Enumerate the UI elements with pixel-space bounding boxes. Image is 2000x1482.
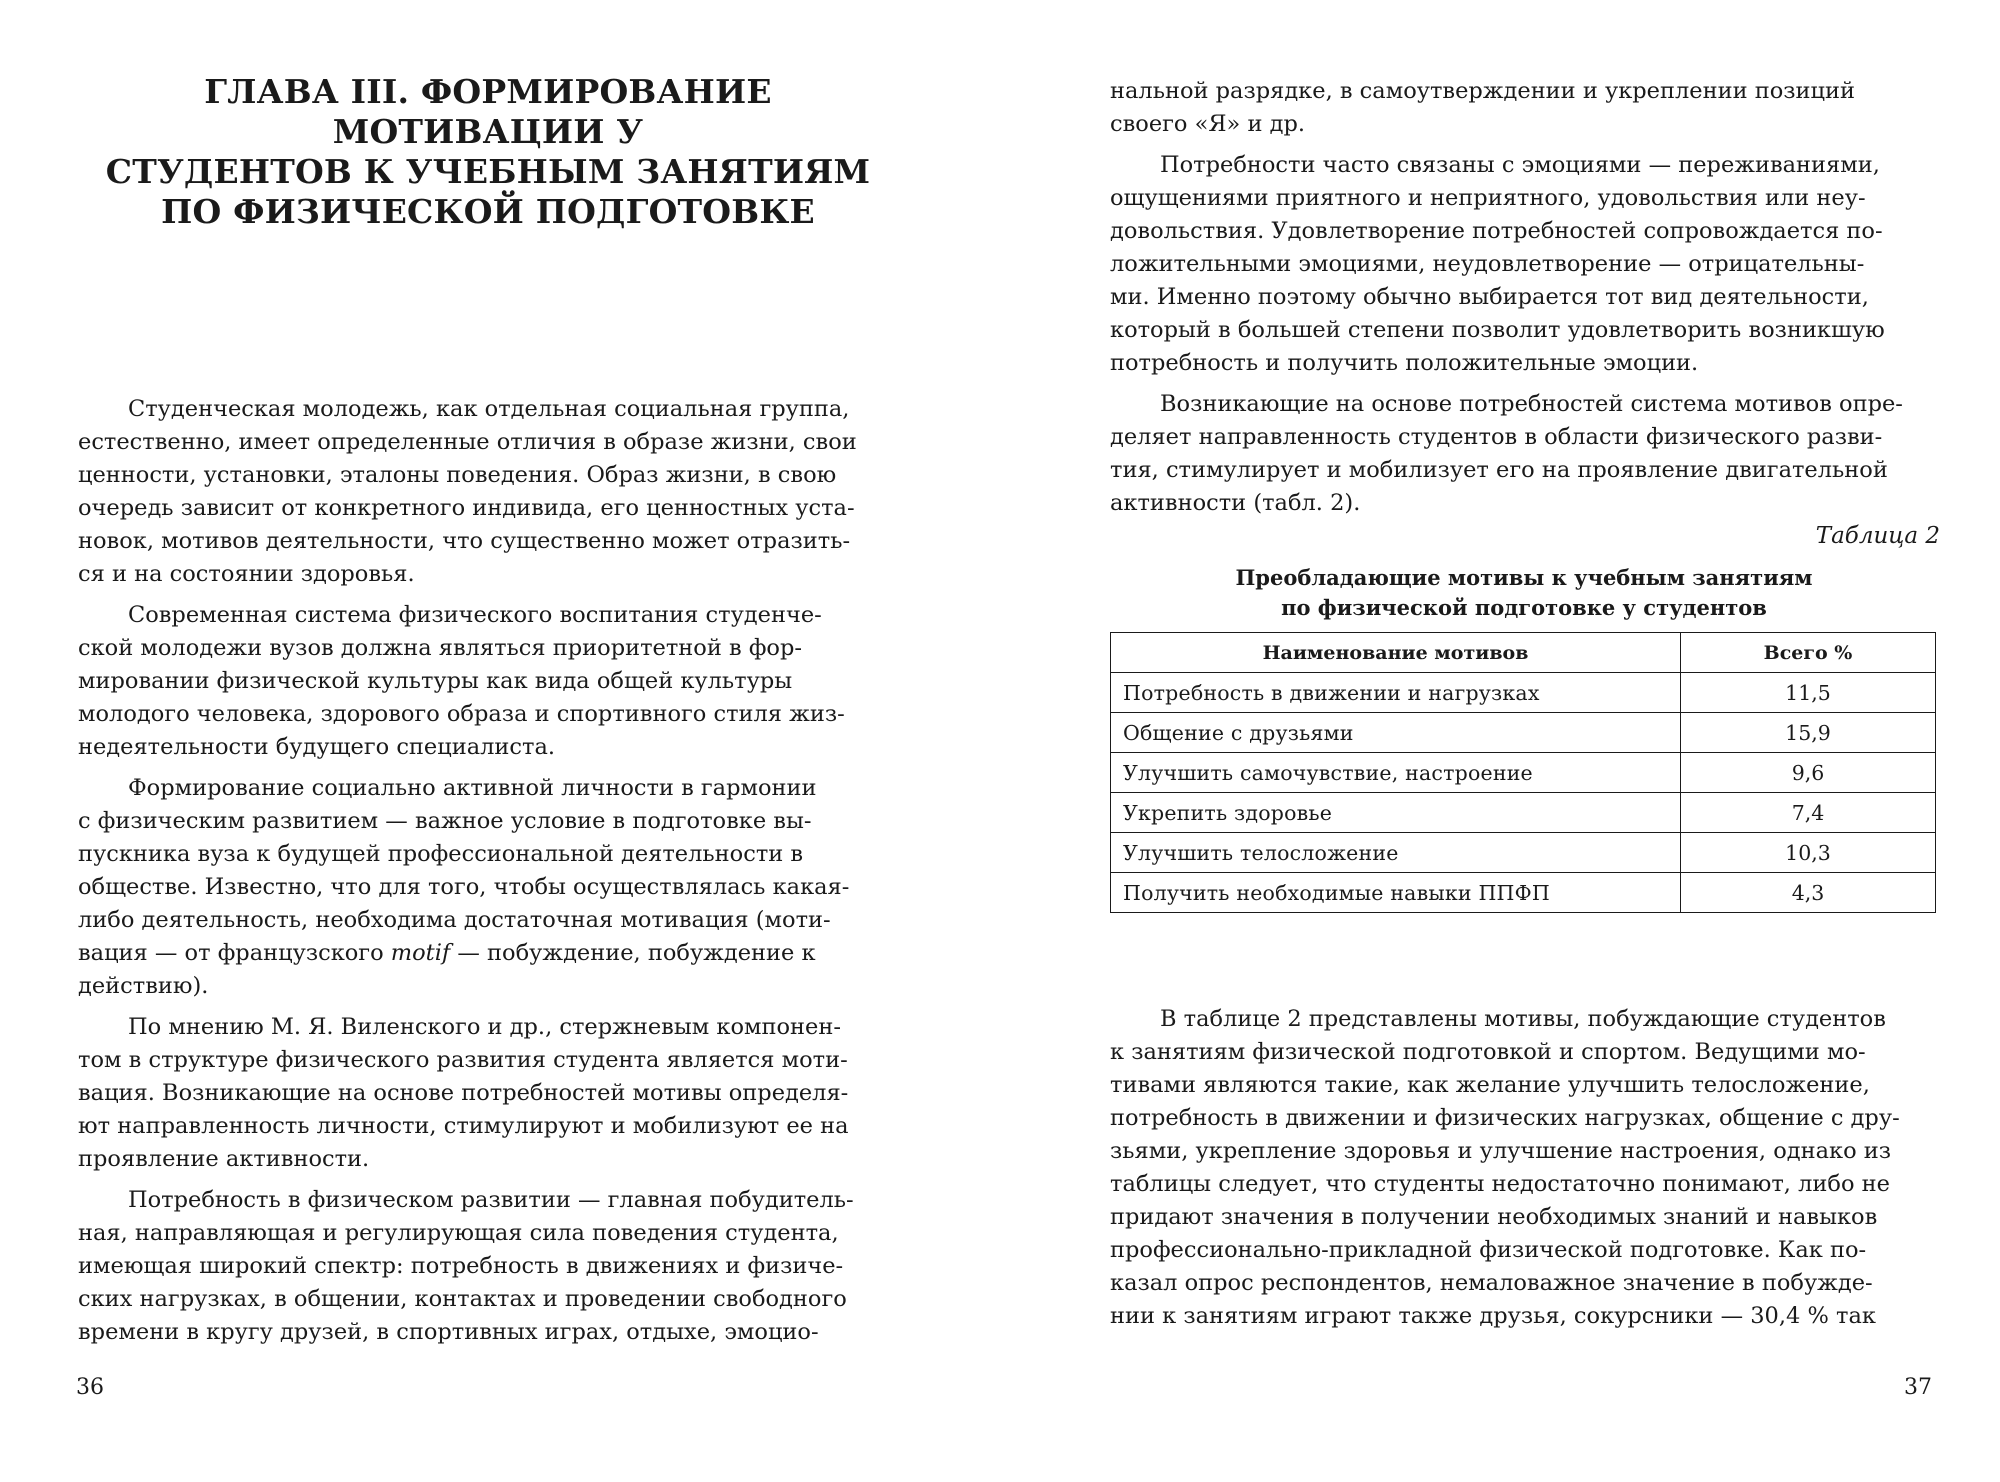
text-line-mixed	[78, 937, 898, 970]
text-line: ют направленность личности, стимулируют и мобилизуют ее на	[78, 1113, 849, 1139]
text-line: ложительными эмоциями, неудовлетворение — отрицательны-	[1110, 251, 1865, 277]
page-number: 37	[1904, 1375, 1932, 1400]
table-title-line: Преобладающие мотивы к учебным занятиям	[1235, 565, 1813, 590]
text-line: проявление активности.	[78, 1146, 370, 1172]
paragraph	[78, 599, 898, 764]
text-line: ценности, установки, эталоны поведения. Образ жизни, в свою	[78, 462, 837, 488]
italic-term: motif	[390, 940, 451, 966]
text-line: казал опрос респондентов, немаловажное значение в побужде-	[1110, 1270, 1873, 1296]
text-line: придают значения в получении необходимых знаний и навыков	[1110, 1204, 1878, 1230]
motive-name-cell: Улучшить самочувствие, настроение	[1111, 753, 1681, 793]
text-line: своего «Я» и др.	[1110, 111, 1306, 137]
paragraph	[78, 393, 898, 591]
text-line: имеющая широкий спектр: потребность в движениях и физиче-	[78, 1253, 844, 1279]
text-line: ми. Именно поэтому обычно выбирается тот вид деятельности,	[1110, 284, 1869, 310]
table-row	[1111, 753, 1936, 793]
text-line: В таблице 2 представлены мотивы, побуждающие студентов	[1160, 1006, 1886, 1032]
text-line: потребность в движении и физических нагрузках, общение с дру-	[1110, 1105, 1900, 1131]
paragraph	[1110, 1003, 1938, 1333]
text-line: пускника вуза к будущей профессиональной деятельности в	[78, 841, 804, 867]
motive-name-cell: Укрепить здоровье	[1111, 793, 1681, 833]
text-line: времени в кругу друзей, в спортивных играх, отдыхе, эмоцио-	[78, 1319, 819, 1345]
text-line: нальной разрядке, в самоутверждении и укреплении позиций	[1110, 78, 1856, 104]
text-line: мировании физической культуры как вида общей культуры	[78, 668, 793, 694]
text-line: новок, мотивов деятельности, что существенно может отразить-	[78, 528, 851, 554]
table-row	[1111, 713, 1936, 753]
text-line: том в структуре физического развития студента является моти-	[78, 1047, 848, 1073]
text-line: зьями, укрепление здоровья и улучшение настроения, однако из	[1110, 1138, 1892, 1164]
text-segment: вация — от французского	[78, 940, 391, 966]
chapter-title-line: СТУДЕНТОВ К УЧЕБНЫМ ЗАНЯТИЯМ	[105, 152, 871, 191]
column-header-percent: Всего %	[1681, 633, 1936, 673]
right-top-text	[1110, 75, 1938, 528]
text-line: тивами являются такие, как желание улучшить телосложение,	[1110, 1072, 1870, 1098]
text-line: профессионально-прикладной физической подготовке. Как по-	[1110, 1237, 1867, 1263]
motives-table	[1110, 632, 1936, 913]
table-title-line: по физической подготовке у студентов	[1281, 595, 1767, 620]
text-line: ских нагрузках, в общении, контактах и проведении свободного	[78, 1286, 847, 1312]
text-line: Возникающие на основе потребностей система мотивов опре-	[1160, 391, 1903, 417]
text-line: Современная система физического воспитания студенче-	[128, 602, 822, 628]
table-row	[1111, 833, 1936, 873]
text-line: обществе. Известно, что для того, чтобы осуществлялась какая-	[78, 874, 850, 900]
table-row	[1111, 673, 1936, 713]
column-header-name: Наименование мотивов	[1111, 633, 1681, 673]
paragraph	[78, 1011, 898, 1176]
text-line: Формирование социально активной личности в гармонии	[128, 775, 817, 801]
motive-value-cell: 9,6	[1681, 753, 1936, 793]
table-row	[1111, 793, 1936, 833]
chapter-title-line: ГЛАВА III. ФОРМИРОВАНИЕ МОТИВАЦИИ У	[204, 72, 772, 151]
motive-value-cell: 10,3	[1681, 833, 1936, 873]
table-row	[1111, 873, 1936, 913]
text-line: очередь зависит от конкретного индивида, его ценностных уста-	[78, 495, 855, 521]
left-body-text	[78, 393, 898, 1357]
paragraph	[78, 772, 898, 1003]
text-line: действию).	[78, 973, 209, 999]
text-line: активности (табл. 2).	[1110, 490, 1361, 516]
paragraph	[1110, 75, 1938, 141]
table-label: Таблица 2	[1815, 523, 1940, 549]
chapter-title-line: ПО ФИЗИЧЕСКОЙ ПОДГОТОВКЕ	[161, 192, 815, 231]
paragraph	[78, 1184, 898, 1349]
text-line: Потребности часто связаны с эмоциями — переживаниями,	[1160, 152, 1880, 178]
paragraph	[1110, 149, 1938, 380]
text-line: ощущениями приятного и неприятного, удовольствия или неу-	[1110, 185, 1866, 211]
table-header-row	[1111, 633, 1936, 673]
motive-value-cell: 15,9	[1681, 713, 1936, 753]
paragraph	[1110, 388, 1938, 520]
text-line: По мнению М. Я. Виленского и др., стержневым компонен-	[128, 1014, 841, 1040]
text-line: недеятельности будущего специалиста.	[78, 734, 556, 760]
text-line: Потребность в физическом развитии — главная побудитель-	[128, 1187, 854, 1213]
text-line: который в большей степени позволит удовлетворить возникшую	[1110, 317, 1885, 343]
text-line: тия, стимулирует и мобилизует его на проявление двигательной	[1110, 457, 1888, 483]
motive-value-cell: 7,4	[1681, 793, 1936, 833]
text-line: нии к занятиям играют также друзья, сокурсники — 30,4 % так	[1110, 1303, 1876, 1329]
motive-name-cell: Улучшить телосложение	[1111, 833, 1681, 873]
text-line: ской молодежи вузов должна являться приоритетной в фор-	[78, 635, 802, 661]
text-line: довольствия. Удовлетворение потребностей сопровождается по-	[1110, 218, 1883, 244]
text-line: к занятиям физической подготовкой и спортом. Ведущими мо-	[1110, 1039, 1866, 1065]
motive-value-cell: 4,3	[1681, 873, 1936, 913]
text-line: с физическим развитием — важное условие в подготовке вы-	[78, 808, 812, 834]
text-line: потребность и получить положительные эмоции.	[1110, 350, 1699, 376]
motive-name-cell: Общение с друзьями	[1111, 713, 1681, 753]
text-segment: — побуждение, побуждение к	[450, 940, 816, 966]
motive-name-cell: Получить необходимые навыки ППФП	[1111, 873, 1681, 913]
text-line: деляет направленность студентов в области физического разви-	[1110, 424, 1883, 450]
text-line: молодого человека, здорового образа и спортивного стиля жиз-	[78, 701, 845, 727]
text-line: либо деятельность, необходима достаточная мотивация (моти-	[78, 907, 831, 933]
text-line: вация. Возникающие на основе потребностей мотивы определя-	[78, 1080, 849, 1106]
text-line: естественно, имеет определенные отличия в образе жизни, свои	[78, 429, 857, 455]
text-line: ная, направляющая и регулирующая сила поведения студента,	[78, 1220, 839, 1246]
right-bottom-text	[1110, 1003, 1938, 1341]
right-page	[1000, 0, 2000, 1482]
chapter-title	[78, 72, 898, 232]
text-line: Студенческая молодежь, как отдельная социальная группа,	[128, 396, 850, 422]
text-line: ся и на состоянии здоровья.	[78, 561, 415, 587]
page-number: 36	[76, 1375, 104, 1400]
text-line: таблицы следует, что студенты недостаточно понимают, либо не	[1110, 1171, 1890, 1197]
motive-value-cell: 11,5	[1681, 673, 1936, 713]
table-title	[1110, 563, 1938, 623]
motive-name-cell: Потребность в движении и нагрузках	[1111, 673, 1681, 713]
